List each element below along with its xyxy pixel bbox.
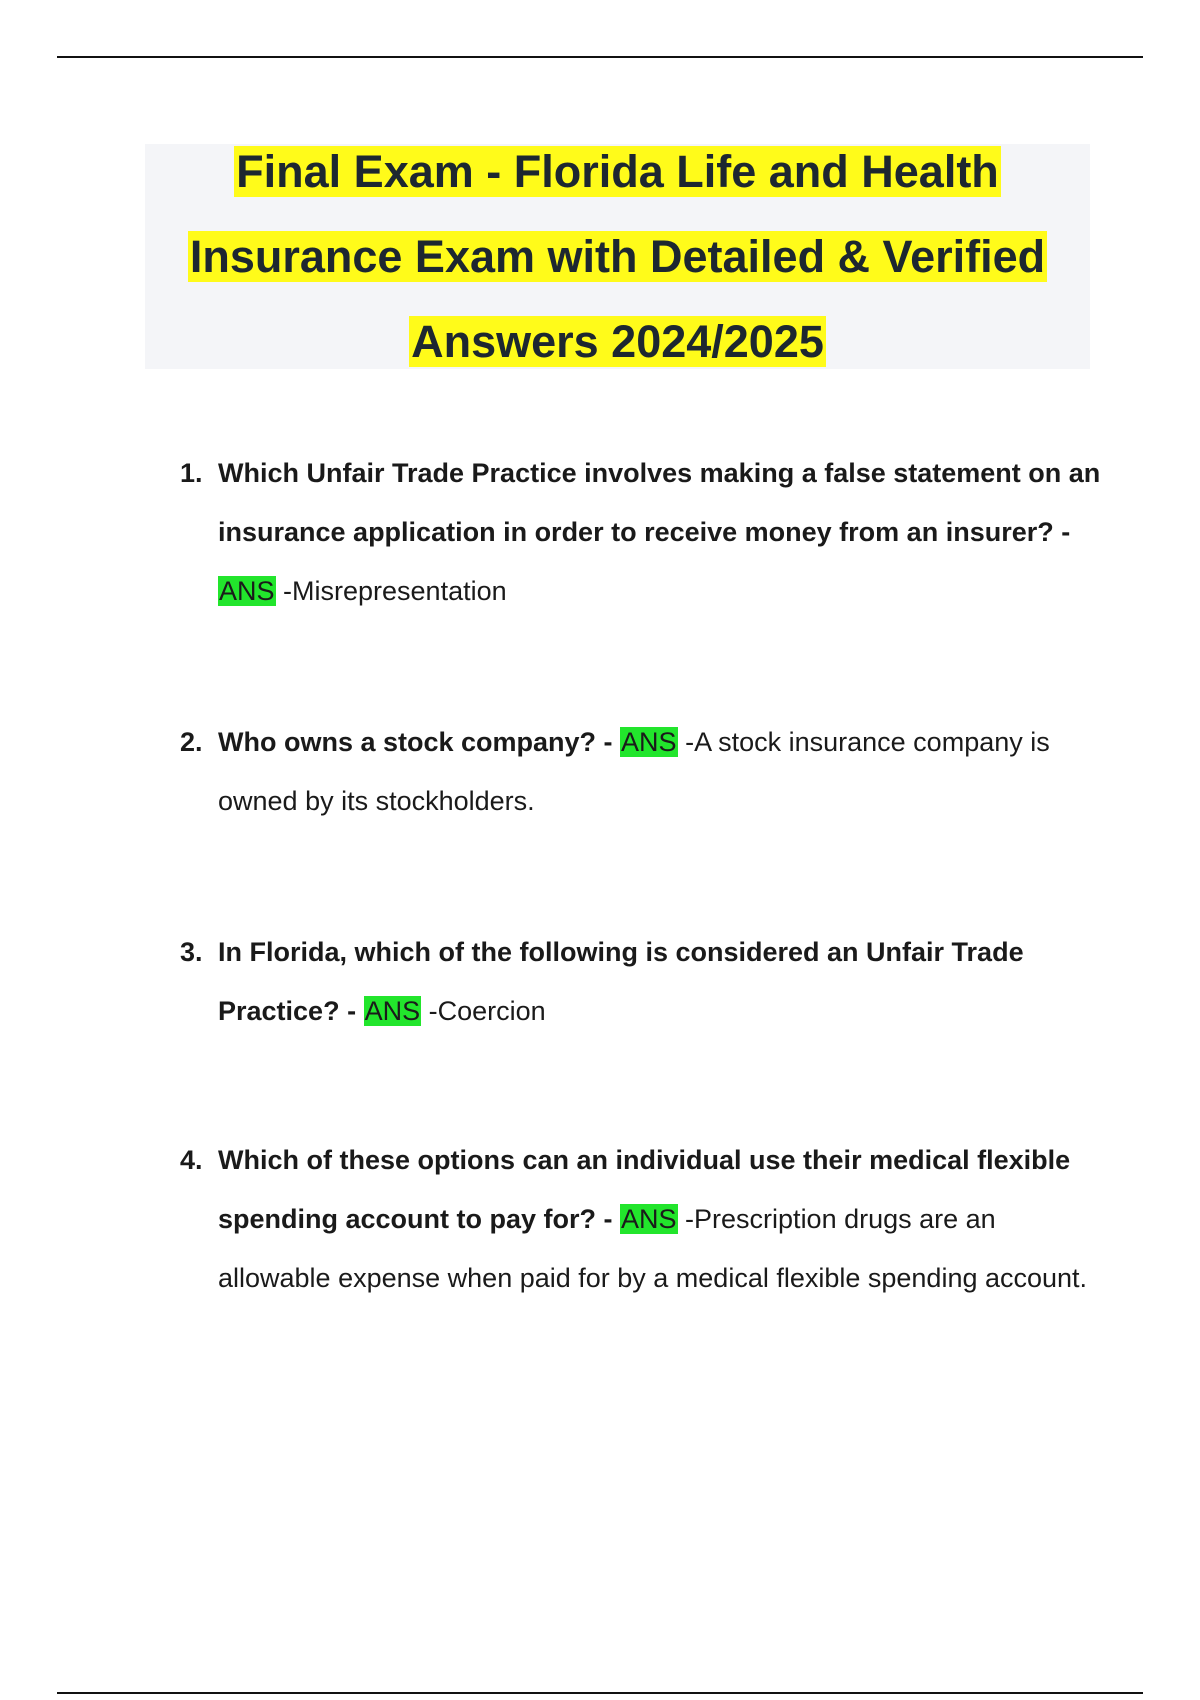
answer-tag: ANS — [364, 996, 421, 1026]
question-item-3 — [180, 923, 1105, 1041]
answer-tag: ANS — [219, 576, 275, 606]
question-body — [218, 713, 1105, 831]
question-body — [218, 444, 1105, 621]
answer-text: -Prescription drugs are an allowable expense when paid for by a medical flexible spending account. — [218, 1204, 1088, 1293]
title-line-3: Answers 2024/2025 — [411, 316, 824, 367]
question-text: In Florida, which of the following is considered an Unfair Trade Practice? - — [218, 937, 1024, 1026]
question-text: Who owns a stock company? - — [218, 727, 621, 757]
question-item-1 — [180, 444, 1105, 621]
question-body — [218, 1131, 1105, 1308]
answer-text: -Coercion — [421, 996, 546, 1026]
question-text: Which Unfair Trade Practice involves making a false statement on an insurance application in order to receive money from an insurer? - — [218, 458, 1101, 547]
question-item-4 — [180, 1131, 1105, 1308]
answer-text: -Misrepresentation — [275, 576, 507, 606]
question-number: 2. — [180, 727, 203, 757]
question-number: 4. — [180, 1145, 203, 1175]
question-number: 1. — [180, 458, 203, 488]
question-number: 3. — [180, 937, 203, 967]
answer-text: -A stock insurance company is owned by its stockholders. — [218, 727, 1050, 816]
answer-tag: ANS — [621, 727, 677, 757]
title-line-1: Final Exam - Florida Life and Health — [236, 146, 999, 197]
answer-tag: ANS — [621, 1204, 677, 1234]
bottom-rule — [57, 1692, 1143, 1694]
question-item-2 — [180, 713, 1105, 831]
title-line-2: Insurance Exam with Detailed & Verified — [189, 231, 1046, 282]
question-text: Which of these options can an individual use their medical flexible spending account to pay for? - — [218, 1145, 1071, 1234]
question-body — [218, 923, 1105, 1041]
